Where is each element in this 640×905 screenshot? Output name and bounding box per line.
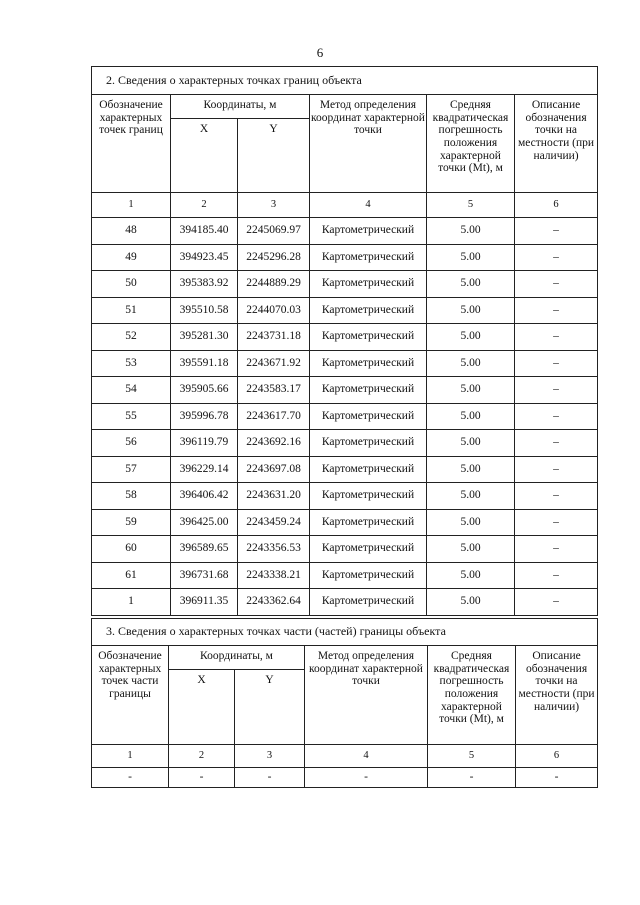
coord-y: 2243459.24 [238, 509, 310, 536]
method: Картометрический [310, 562, 427, 589]
header-x: X [171, 119, 238, 193]
coord-y: 2243583.17 [238, 377, 310, 404]
table-row [92, 218, 598, 245]
coord-x: 396731.68 [171, 562, 238, 589]
method: Картометрический [310, 509, 427, 536]
method: Картометрический [310, 297, 427, 324]
method: Картометрический [310, 377, 427, 404]
column-number: 4 [305, 745, 428, 768]
part-boundary-points-table [91, 618, 598, 788]
coord-x: 396425.00 [171, 509, 238, 536]
point-id: 54 [92, 377, 171, 404]
accuracy: 5.00 [427, 562, 515, 589]
column-number: 2 [171, 193, 238, 218]
coord-y: 2245296.28 [238, 244, 310, 271]
accuracy: - [428, 768, 516, 788]
description: – [515, 509, 598, 536]
header-accuracy: Средняя квадратическая погрешность положения характерной точки (Mt), м [427, 95, 515, 193]
point-id: 59 [92, 509, 171, 536]
method: Картометрический [310, 271, 427, 298]
description: - [516, 768, 598, 788]
point-id: 52 [92, 324, 171, 351]
accuracy: 5.00 [427, 430, 515, 457]
column-number: 2 [169, 745, 235, 768]
header-x: X [169, 670, 235, 745]
table-row [92, 483, 598, 510]
column-number: 1 [92, 745, 169, 768]
method: - [305, 768, 428, 788]
accuracy: 5.00 [427, 403, 515, 430]
header-y: Y [235, 670, 305, 745]
accuracy: 5.00 [427, 271, 515, 298]
header-coordinates: Координаты, м [169, 646, 305, 670]
column-number: 1 [92, 193, 171, 218]
table-row [92, 403, 598, 430]
accuracy: 5.00 [427, 536, 515, 563]
description: – [515, 430, 598, 457]
method: Картометрический [310, 536, 427, 563]
coord-y: 2243356.53 [238, 536, 310, 563]
accuracy: 5.00 [427, 589, 515, 616]
coord-y: 2243697.08 [238, 456, 310, 483]
table-row [92, 297, 598, 324]
table-row [92, 324, 598, 351]
table-row [92, 350, 598, 377]
coord-y: 2243731.18 [238, 324, 310, 351]
accuracy: 5.00 [427, 350, 515, 377]
accuracy: 5.00 [427, 324, 515, 351]
description: – [515, 218, 598, 245]
accuracy: 5.00 [427, 483, 515, 510]
coord-x: 395510.58 [171, 297, 238, 324]
description: – [515, 456, 598, 483]
column-number-row [92, 193, 598, 218]
table-row [92, 509, 598, 536]
accuracy: 5.00 [427, 377, 515, 404]
point-id: 55 [92, 403, 171, 430]
table-row [92, 768, 598, 788]
page-number: 6 [316, 45, 324, 60]
coord-y: 2243692.16 [238, 430, 310, 457]
description: – [515, 562, 598, 589]
accuracy: 5.00 [427, 244, 515, 271]
method: Картометрический [310, 218, 427, 245]
point-id: 48 [92, 218, 171, 245]
coord-x: 396119.79 [171, 430, 238, 457]
header-accuracy: Средняя квадратическая погрешность положения характерной точки (Mt), м [428, 646, 516, 745]
point-id: 51 [92, 297, 171, 324]
method: Картометрический [310, 430, 427, 457]
table-row [92, 244, 598, 271]
table-row [92, 589, 598, 616]
point-id: 50 [92, 271, 171, 298]
description: – [515, 377, 598, 404]
point-id: 61 [92, 562, 171, 589]
point-id: 56 [92, 430, 171, 457]
table-row [92, 562, 598, 589]
point-id: - [92, 768, 169, 788]
coord-y: - [235, 768, 305, 788]
coord-y: 2243338.21 [238, 562, 310, 589]
description: – [515, 350, 598, 377]
coord-y: 2243362.64 [238, 589, 310, 616]
coord-x: - [169, 768, 235, 788]
section-title: 3. Сведения о характерных точках части (частей) границы объекта [92, 619, 598, 646]
point-id: 57 [92, 456, 171, 483]
method: Картометрический [310, 456, 427, 483]
coord-x: 396229.14 [171, 456, 238, 483]
column-number: 6 [516, 745, 598, 768]
header-description: Описание обозначения точки на местности (при наличии) [515, 95, 598, 193]
description: – [515, 536, 598, 563]
header-description: Описание обозначения точки на местности (при наличии) [516, 646, 598, 745]
header-y: Y [238, 119, 310, 193]
coord-x: 395591.18 [171, 350, 238, 377]
column-number: 4 [310, 193, 427, 218]
column-number: 6 [515, 193, 598, 218]
header-method: Метод определения координат характерной точки [305, 646, 428, 745]
table-row [92, 377, 598, 404]
coord-y: 2245069.97 [238, 218, 310, 245]
accuracy: 5.00 [427, 218, 515, 245]
coord-y: 2244889.29 [238, 271, 310, 298]
coord-y: 2243617.70 [238, 403, 310, 430]
description: – [515, 324, 598, 351]
coord-x: 396406.42 [171, 483, 238, 510]
description: – [515, 244, 598, 271]
coord-y: 2244070.03 [238, 297, 310, 324]
coord-x: 394923.45 [171, 244, 238, 271]
table-row [92, 456, 598, 483]
method: Картометрический [310, 403, 427, 430]
point-id: 1 [92, 589, 171, 616]
header-method: Метод определения координат характерной точки [310, 95, 427, 193]
section-title: 2. Сведения о характерных точках границ объекта [92, 67, 598, 95]
coord-x: 395281.30 [171, 324, 238, 351]
method: Картометрический [310, 324, 427, 351]
accuracy: 5.00 [427, 509, 515, 536]
method: Картометрический [310, 244, 427, 271]
description: – [515, 297, 598, 324]
table-row [92, 536, 598, 563]
description: – [515, 589, 598, 616]
column-number: 3 [238, 193, 310, 218]
header-designation: Обозначение характерных точек части границы [92, 646, 169, 745]
header-designation: Обозначение характерных точек границ [92, 95, 171, 193]
method: Картометрический [310, 589, 427, 616]
description: – [515, 483, 598, 510]
accuracy: 5.00 [427, 456, 515, 483]
header-coordinates: Координаты, м [171, 95, 310, 119]
accuracy: 5.00 [427, 297, 515, 324]
coord-y: 2243671.92 [238, 350, 310, 377]
coord-x: 396911.35 [171, 589, 238, 616]
column-number: 3 [235, 745, 305, 768]
table-row [92, 271, 598, 298]
point-id: 58 [92, 483, 171, 510]
table-row [92, 430, 598, 457]
column-number-row [92, 745, 598, 768]
coord-x: 395905.66 [171, 377, 238, 404]
point-id: 60 [92, 536, 171, 563]
coord-x: 396589.65 [171, 536, 238, 563]
column-number: 5 [427, 193, 515, 218]
method: Картометрический [310, 483, 427, 510]
description: – [515, 271, 598, 298]
coord-y: 2243631.20 [238, 483, 310, 510]
point-id: 53 [92, 350, 171, 377]
coord-x: 395383.92 [171, 271, 238, 298]
boundary-points-table [91, 66, 598, 616]
method: Картометрический [310, 350, 427, 377]
description: – [515, 403, 598, 430]
point-id: 49 [92, 244, 171, 271]
coord-x: 394185.40 [171, 218, 238, 245]
coord-x: 395996.78 [171, 403, 238, 430]
column-number: 5 [428, 745, 516, 768]
